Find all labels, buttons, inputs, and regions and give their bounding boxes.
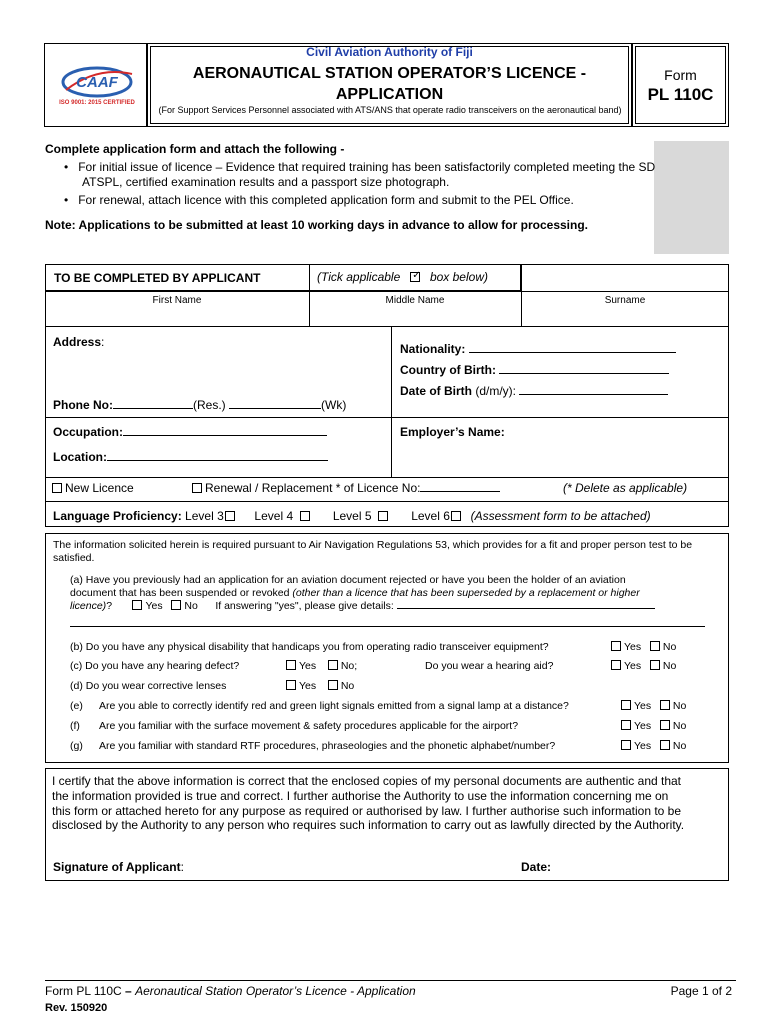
question-e-options: Yes No — [621, 700, 686, 712]
question-c-no-checkbox[interactable] — [328, 660, 338, 670]
caaf-logo — [52, 60, 142, 110]
new-licence-option[interactable]: New Licence — [52, 481, 134, 495]
date-input[interactable] — [560, 856, 720, 876]
question-g: Are you familiar with standard RTF procedures, phraseologies and the phonetic alphabet/number? — [99, 740, 556, 752]
question-b-no-checkbox[interactable] — [650, 641, 660, 651]
renewal-checkbox[interactable] — [192, 483, 202, 493]
middle-name-input[interactable] — [310, 307, 520, 326]
instructions-heading: Complete application form and attach the following - — [45, 142, 345, 156]
country-of-birth-label: Country of Birth: — [400, 363, 669, 377]
question-g-yes-checkbox[interactable] — [621, 740, 631, 750]
photo-box[interactable] — [654, 141, 729, 254]
question-d-options: Yes No — [286, 680, 354, 692]
surname-input[interactable] — [522, 307, 728, 326]
footer-divider — [45, 980, 736, 981]
level-6-checkbox[interactable] — [451, 511, 461, 521]
level-5-checkbox[interactable] — [378, 511, 388, 521]
phone-res-input[interactable] — [113, 408, 193, 409]
signature-label: Signature of Applicant: — [53, 860, 184, 874]
form-number: PL 110C — [647, 85, 714, 104]
question-a-line1: (a) Have you previously had an application for an aviation document rejected or have you been the holder of an aviation — [70, 574, 626, 586]
question-e: Are you able to correctly identify red and green light signals emitted from a signal lamp at a distance? — [99, 700, 569, 712]
occupation-input[interactable] — [123, 435, 327, 436]
tick-note: (Tick applicable ✓ box below) — [317, 270, 488, 284]
form-label: Form — [664, 67, 697, 83]
middle-name-label: Middle Name — [385, 295, 445, 306]
address-input[interactable] — [120, 333, 385, 393]
certification-line3: this form or attached hereto for any purpose as required or authorised by law. I further authorise such information to be — [52, 804, 682, 818]
question-g-no-checkbox[interactable] — [660, 740, 670, 750]
question-e-number: (e) — [70, 700, 83, 712]
footer-title: Form PL 110C – Aeronautical Station Operator’s Licence - Application — [45, 984, 416, 998]
location-label: Location: — [53, 450, 328, 464]
date-of-birth-input[interactable] — [519, 394, 668, 395]
question-b: (b) Do you have any physical disability that handicaps you from operating radio transceiver equipment? — [70, 641, 549, 653]
question-d-no-checkbox[interactable] — [328, 680, 338, 690]
question-c-options: Yes No; — [286, 660, 357, 672]
new-licence-checkbox[interactable] — [52, 483, 62, 493]
question-c2-no-checkbox[interactable] — [650, 660, 660, 670]
question-a-line2: document that has been suspended or revoked (other than a licence that has been superseded by a replacement or higher — [70, 587, 640, 599]
form-subtitle: (For Support Services Personnel associated with ATS/ANS that operate radio transceivers on the aeronautical band) — [158, 105, 622, 115]
question-a-yes-checkbox[interactable] — [132, 600, 142, 610]
nationality-input[interactable] — [469, 352, 676, 353]
country-of-birth-input[interactable] — [499, 373, 669, 374]
question-g-number: (g) — [70, 740, 83, 752]
org-name: Civil Aviation Authority of Fiji — [306, 45, 473, 59]
question-f-no-checkbox[interactable] — [660, 720, 670, 730]
question-d: (d) Do you wear corrective lenses — [70, 680, 227, 692]
question-c2-yes-checkbox[interactable] — [611, 660, 621, 670]
form-title-line1: AERONAUTICAL STATION OPERATOR’S LICENCE - — [192, 65, 587, 82]
svg-text:CAAF: CAAF — [76, 74, 118, 91]
renewal-option[interactable]: Renewal / Replacement * of Licence No: — [192, 481, 500, 495]
question-c2-options: Yes No — [611, 660, 676, 672]
phone-label: Phone No: (Res.) (Wk) — [53, 398, 347, 412]
page-number: Page 1 of 2 — [670, 984, 732, 998]
delete-note: (* Delete as applicable) — [563, 481, 688, 495]
question-a-line3: licence)? Yes No If answering "yes", please give details: — [70, 600, 655, 612]
bullet-1: • For initial issue of licence – Evidence that required training has been satisfactorily completed meeting the SD — [64, 160, 656, 174]
question-e-no-checkbox[interactable] — [660, 700, 670, 710]
question-c2: Do you wear a hearing aid? — [425, 660, 554, 672]
question-f-options: Yes No — [621, 720, 686, 732]
location-input[interactable] — [107, 460, 328, 461]
question-f-number: (f) — [70, 720, 80, 732]
nationality-label: Nationality: — [400, 342, 676, 356]
question-b-options: Yes No — [611, 641, 676, 653]
revision: Rev. 150920 — [45, 1002, 108, 1014]
question-a-details-input[interactable] — [397, 608, 655, 609]
first-name-input[interactable] — [46, 307, 308, 326]
occupation-label: Occupation: — [53, 425, 327, 439]
question-b-yes-checkbox[interactable] — [611, 641, 621, 651]
question-a-details-line2[interactable] — [70, 626, 705, 627]
level-4-checkbox[interactable] — [300, 511, 310, 521]
question-c: (c) Do you have any hearing defect? — [70, 660, 240, 672]
bullet-2: • For renewal, attach licence with this completed application form and submit to the PEL Office. — [64, 193, 574, 207]
question-e-yes-checkbox[interactable] — [621, 700, 631, 710]
question-a-no-checkbox[interactable] — [171, 600, 181, 610]
question-c-yes-checkbox[interactable] — [286, 660, 296, 670]
level-3-checkbox[interactable] — [225, 511, 235, 521]
certification-line2: the information provided is true and correct. I further authorise the Authority to use the information concerning me on — [52, 789, 669, 803]
question-d-yes-checkbox[interactable] — [286, 680, 296, 690]
questions-intro: The information solicited herein is required pursuant to Air Navigation Regulations 53, which provides for a fit and proper person test to be satisfied. — [53, 539, 693, 564]
certification-line4: disclosed by the Authority to any person who requires such information to carry out as lawfully directed by the Authority. — [52, 818, 685, 832]
submission-note: Note: Applications to be submitted at least 10 working days in advance to allow for processing. — [45, 218, 588, 232]
svg-text:ISO 9001: 2015 CERTIFIED: ISO 9001: 2015 CERTIFIED — [59, 100, 135, 106]
surname-label: Surname — [604, 295, 646, 306]
phone-wk-input[interactable] — [229, 408, 321, 409]
date-label: Date: — [521, 860, 552, 874]
licence-number-input[interactable] — [420, 491, 500, 492]
address-label: Address: — [53, 335, 105, 349]
employer-input[interactable] — [400, 442, 725, 474]
certification-line1: I certify that the above information is correct that the enclosed copies of my personal documents are authentic and that — [52, 774, 682, 788]
signature-input[interactable] — [200, 856, 500, 876]
bullet-1-cont: ATSPL, certified examination results and a passport size photograph. — [82, 175, 450, 189]
employer-label: Employer’s Name: — [400, 425, 505, 439]
section-title: TO BE COMPLETED BY APPLICANT — [54, 271, 261, 285]
date-of-birth-label: Date of Birth (d/m/y): — [400, 384, 668, 398]
language-proficiency-row: Language Proficiency: Level 3 Level 4 Level 5 Level 6 (Assessment form to be attached) — [53, 509, 651, 523]
question-g-options: Yes No — [621, 740, 686, 752]
tick-sample-icon: ✓ — [412, 270, 421, 281]
question-f: Are you familiar with the surface movement & safety procedures applicable for the airport? — [99, 720, 519, 732]
form-title-line2: APPLICATION — [335, 86, 444, 103]
question-f-yes-checkbox[interactable] — [621, 720, 631, 730]
first-name-label: First Name — [152, 295, 202, 306]
